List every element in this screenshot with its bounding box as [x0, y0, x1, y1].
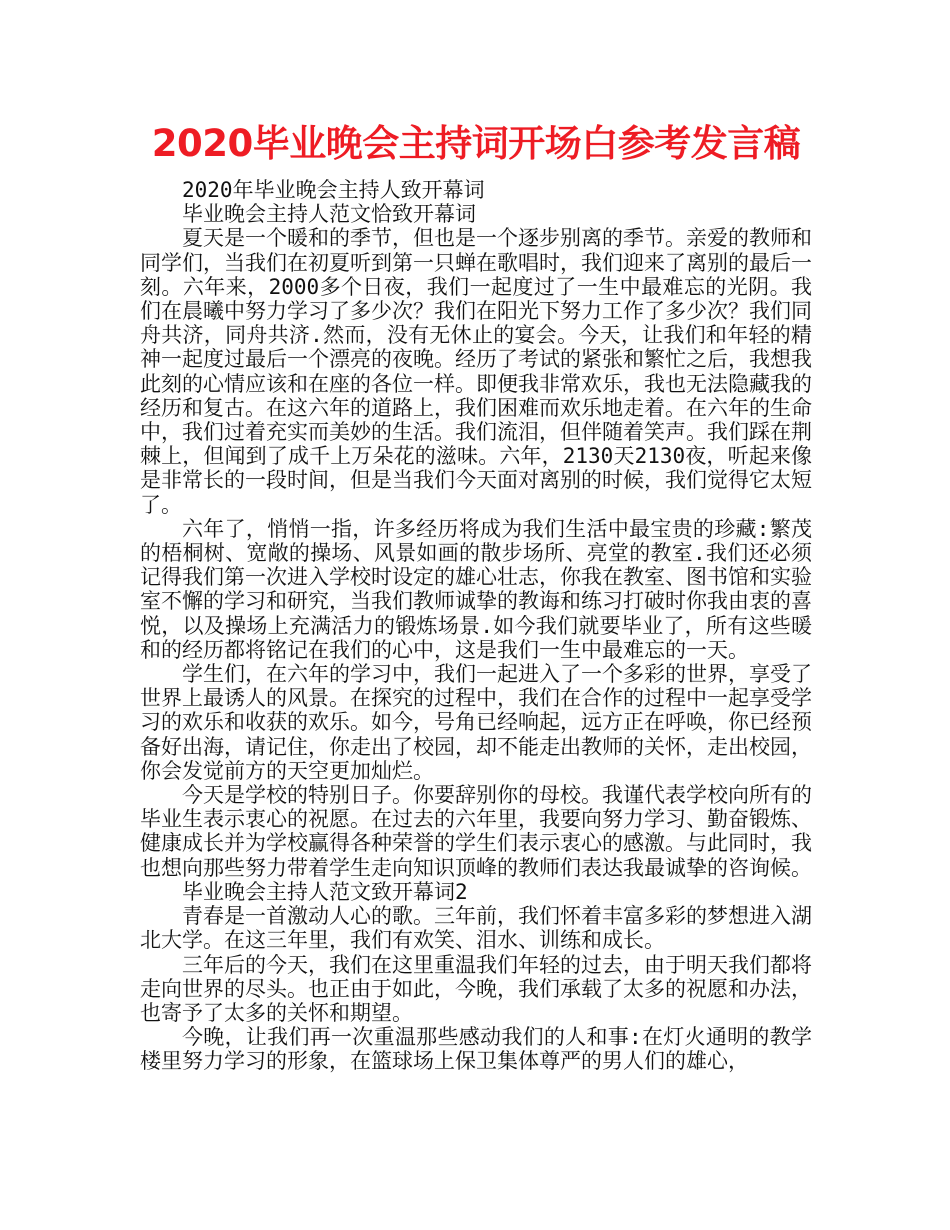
body-paragraph: 学生们，在六年的学习中，我们一起进入了一个多彩的世界，享受了世界上最诱人的风景。在探究的过程中，我们在合作的过程中一起享受学习的欢乐和收获的欢乐。如今，号角已经响起，远方正在呼唤，你已经预备好出海，请记住，你走出了校园，却不能走出教师的关怀，走出校园，你会发觉前方的天空更加灿烂。 [140, 662, 812, 783]
body-paragraph: 青春是一首激动人心的歌。三年前，我们怀着丰富多彩的梦想进入湖北大学。在这三年里，我们有欢笑、泪水、训练和成长。 [140, 904, 812, 953]
body-paragraph: 今晚，让我们再一次重温那些感动我们的人和事:在灯火通明的教学楼里努力学习的形象，在篮球场上保卫集体尊严的男人们的雄心， [140, 1025, 812, 1074]
body-paragraph: 六年了，悄悄一指，许多经历将成为我们生活中最宝贵的珍藏:繁茂的梧桐树、宽敞的操场、风景如画的散步场所、亮堂的教室.我们还必须记得我们第一次进入学校时设定的雄心壮志，你我在教室、图书馆和实验室不懈的学习和研究，当我们教师诚挚的教诲和练习打破时你我由衷的喜悦，以及操场上充满活力的锻炼场景.如今我们就要毕业了，所有这些暖和的经历都将铭记在我们的心中，这是我们一生中最难忘的一天。 [140, 516, 812, 662]
document-page [140, 118, 812, 1074]
document-body [140, 178, 812, 1074]
body-paragraph: 夏天是一个暖和的季节，但也是一个逐步别离的季节。亲爱的教师和同学们，当我们在初夏听到第一只蝉在歌唱时，我们迎来了离别的最后一刻。六年来，2000多个日夜，我们一起度过了一生中最难忘的光阴。我们在晨曦中努力学习了多少次？我们在阳光下努力工作了多少次？我们同舟共济，同舟共济.然而，没有无休止的宴会。今天，让我们和年轻的精神一起度过最后一个漂亮的夜晚。经历了考试的紧张和繁忙之后，我想我此刻的心情应该和在座的各位一样。即便我非常欢乐，我也无法隐藏我的经历和复古。在这六年的道路上，我们困难而欢乐地走着。在六年的生命中，我们过着充实而美妙的生活。我们流泪，但伴随着笑声。我们踩在荆棘上，但闻到了成千上万朵花的滋味。六年，2130天2130夜，听起来像是非常长的一段时间，但是当我们今天面对离别的时候，我们觉得它太短了。 [140, 226, 812, 517]
body-paragraph: 三年后的今天，我们在这里重温我们年轻的过去，由于明天我们都将走向世界的尽头。也正由于如此，今晚，我们承载了太多的祝愿和办法，也寄予了太多的关怀和期望。 [140, 952, 812, 1025]
document-title: 2020毕业晚会主持词开场白参考发言稿 [151, 122, 801, 165]
body-paragraph: 今天是学校的特别日子。你要辞别你的母校。我谨代表学校向所有的毕业生表示衷心的祝愿。在过去的六年里，我要向努力学习、勤奋锻炼、健康成长并为学校赢得各种荣誉的学生们表示衷心的感激。与此同时，我也想向那些努力带着学生走向知识顶峰的教师们表达我最诚挚的咨询候。 [140, 783, 812, 880]
heading-line: 毕业晚会主持人范文致开幕词2 [182, 879, 468, 904]
heading-line: 毕业晚会主持人范文恰致开幕词 [182, 202, 476, 227]
heading-line: 2020年毕业晚会主持人致开幕词 [182, 178, 485, 202]
